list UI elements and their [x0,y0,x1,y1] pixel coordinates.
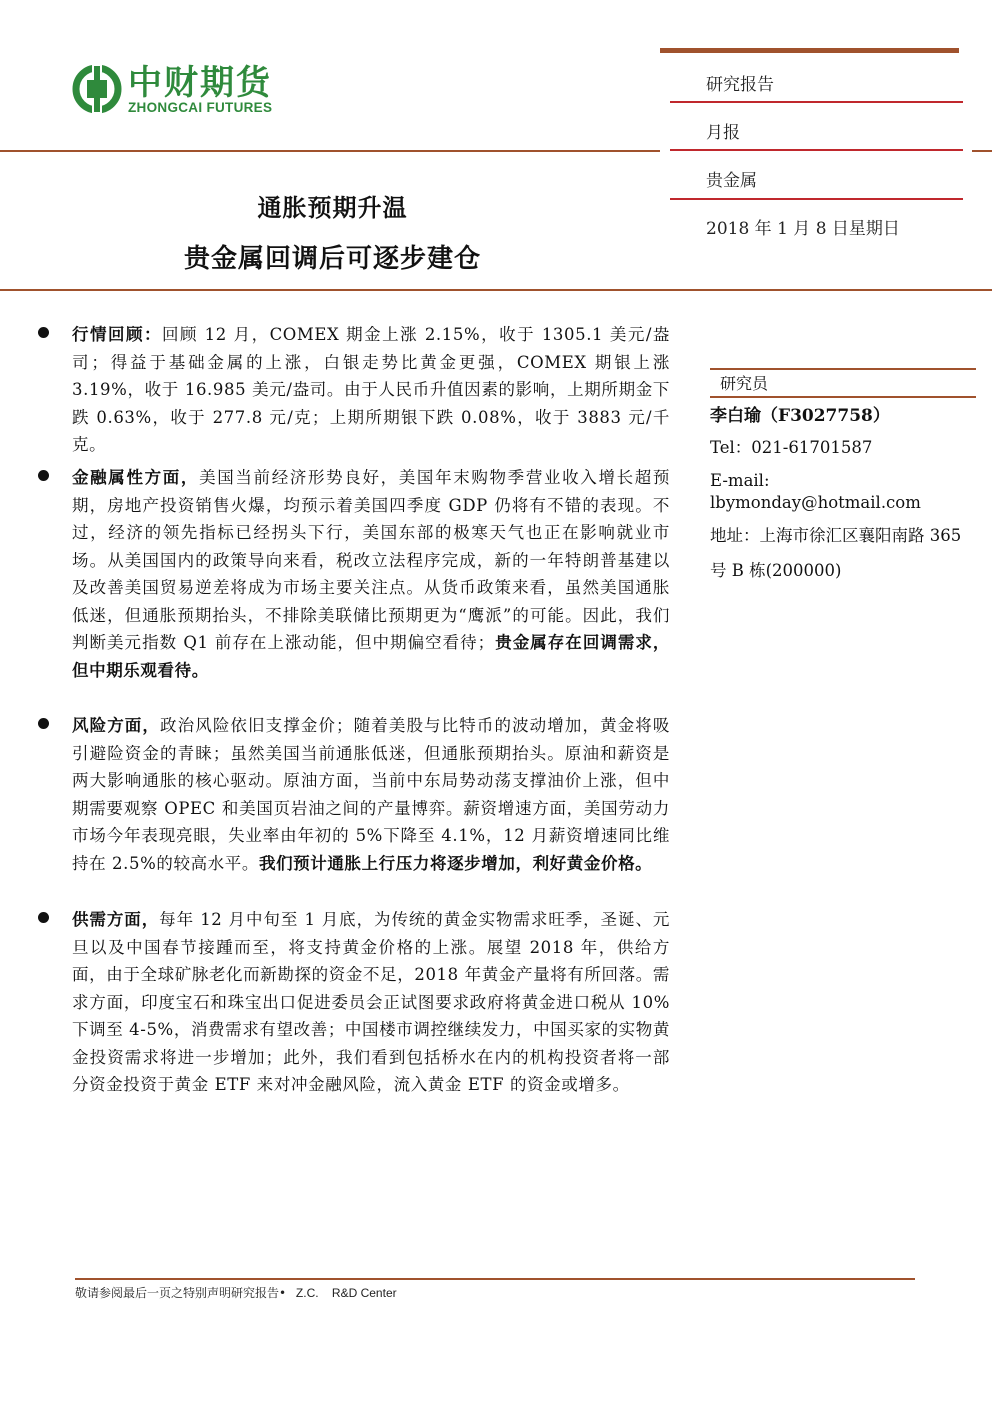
section-body: 政治风险依旧支撑金价；随着美股与比特币的波动增加，黄金将吸引避险资金的青睐；虽然美国当前通胀低迷，但通胀预期抬头。原油和薪资是两大影响通胀的核心驱动。原油方面，当前中东局势动荡支撑油价上涨，但中期需要观察 OPEC 和美国页岩油之间的产量博弈。薪资增速方面，美国劳动力市场今年表现亮眼，失业率由年初的 5%下降至 4.1%，12 月薪资增速同比维持在 2.5%的较高水平。 [72,716,670,873]
logo-mark-icon [72,64,122,114]
logo-english-name: ZHONGCAI FUTURES [128,100,273,115]
header-right-rule-tail [972,150,992,152]
section-market-review [38,321,670,459]
footer-note [75,1284,397,1301]
section-body: 每年 12 月中旬至 1 月底，为传统的黄金实物需求旺季，圣诞、元旦以及中国春节接踵而至，将支持黄金价格的上涨。展望 2018 年，供给方面，由于全球矿脉老化而新勘探的资金不足，2018 年黄金产量将有所回落。需求方面，印度宝石和珠宝出口促进委员会正试图要求政府将黄金进口税从 10%下调至 4-5%，消费需求有望改善；中国楼市调控继续发力，中国买家的实物黄金投资需求将进一步增加；此外，我们看到包括桥水在内的机构投资者将一部分资金投资于黄金 ETF 来对冲金融风险，流入黄金 ETF 的资金或增多。 [72,910,670,1094]
logo-chinese-name: 中财期货 [128,63,272,103]
report-title-sub: 贵金属回调后可逐步建仓 [183,244,481,274]
report-period: 月报 [706,123,740,143]
section-conclusion: 我们预计通胀上行压力将逐步增加，利好黄金价格。 [258,853,653,873]
analyst-tel: Tel：021-61701587 [710,438,873,457]
footer-center: Z.C. R&D Center [295,1286,397,1300]
top-right-thick-rule [660,48,959,53]
company-logo [72,64,312,120]
section-paragraph [72,464,670,684]
section-paragraph [72,906,670,1099]
section-heading: 风险方面， [72,716,161,735]
report-type: 研究报告 [706,75,774,95]
section-paragraph [72,712,670,877]
report-title-main: 通胀预期升温 [257,193,408,222]
section-financial-attributes [38,464,670,684]
header-left-rule [0,150,660,152]
bullet-icon [38,718,49,729]
bullet-icon [38,912,49,923]
section-heading: 行情回顾： [72,325,162,344]
section-heading: 供需方面， [72,910,160,929]
section-supply-demand [38,906,670,1099]
title-bottom-rule [0,289,992,291]
bullet-icon [38,327,49,338]
analyst-name: 李白瑜（F3027758） [710,406,890,426]
bullet-icon [38,470,49,481]
section-heading: 金融属性方面， [72,468,200,487]
meta-rule-2 [670,149,963,151]
footer-rule [75,1278,915,1280]
section-risk [38,712,670,877]
section-body: 美国当前经济形势良好，美国年末购物季营业收入增长超预期，房地产投资销售火爆，均预示着美国四季度 GDP 仍将有不错的表现。不过，经济的领先指标已经拐头下行，美国东部的极寒天气也正在影响就业市场。从美国国内的政策导向来看，税改立法程序完成，新的一年特朗普基建以及改善美国贸易逆差将成为市场主要关注点。从货币政策来看，虽然美国通胀低迷，但通胀预期抬头，不排除美联储比预期更为“鹰派”的可能。因此，我们判断美元指数 Q1 前存在上涨动能，但中期偏空看待； [72,468,670,652]
report-sector: 贵金属 [706,171,757,191]
report-date: 2018 年 1 月 8 日星期日 [706,219,900,239]
section-body: 回顾 12 月，COMEX 期金上涨 2.15%，收于 1305.1 美元/盎司；得益于基础金属的上涨，白银走势比黄金更强，COMEX 期银上涨 3.19%，收于 16.985 美元/盎司。由于人民币升值因素的影响，上期所期金下跌 0.63%，收于 277.8 元/克；上期所期银下跌 0.08%，收于 3883 元/千克。 [72,325,671,454]
analyst-card [710,368,976,588]
footer-disclaimer: 敬请参阅最后一页之特别声明研究报告• [75,1286,287,1300]
meta-rule-1 [670,101,963,103]
analyst-header: 研究员 [720,374,769,393]
analyst-email[interactable]: E-mail: lbymonday@hotmail.com [710,471,921,512]
section-conclusion: 贵金属存在回调需求，但中期乐观看待。 [72,633,671,680]
analyst-address: 地址：上海市徐汇区襄阳南路 365 号 B 栋(200000) [710,526,962,580]
meta-rule-3 [670,198,963,200]
section-paragraph [72,321,670,459]
